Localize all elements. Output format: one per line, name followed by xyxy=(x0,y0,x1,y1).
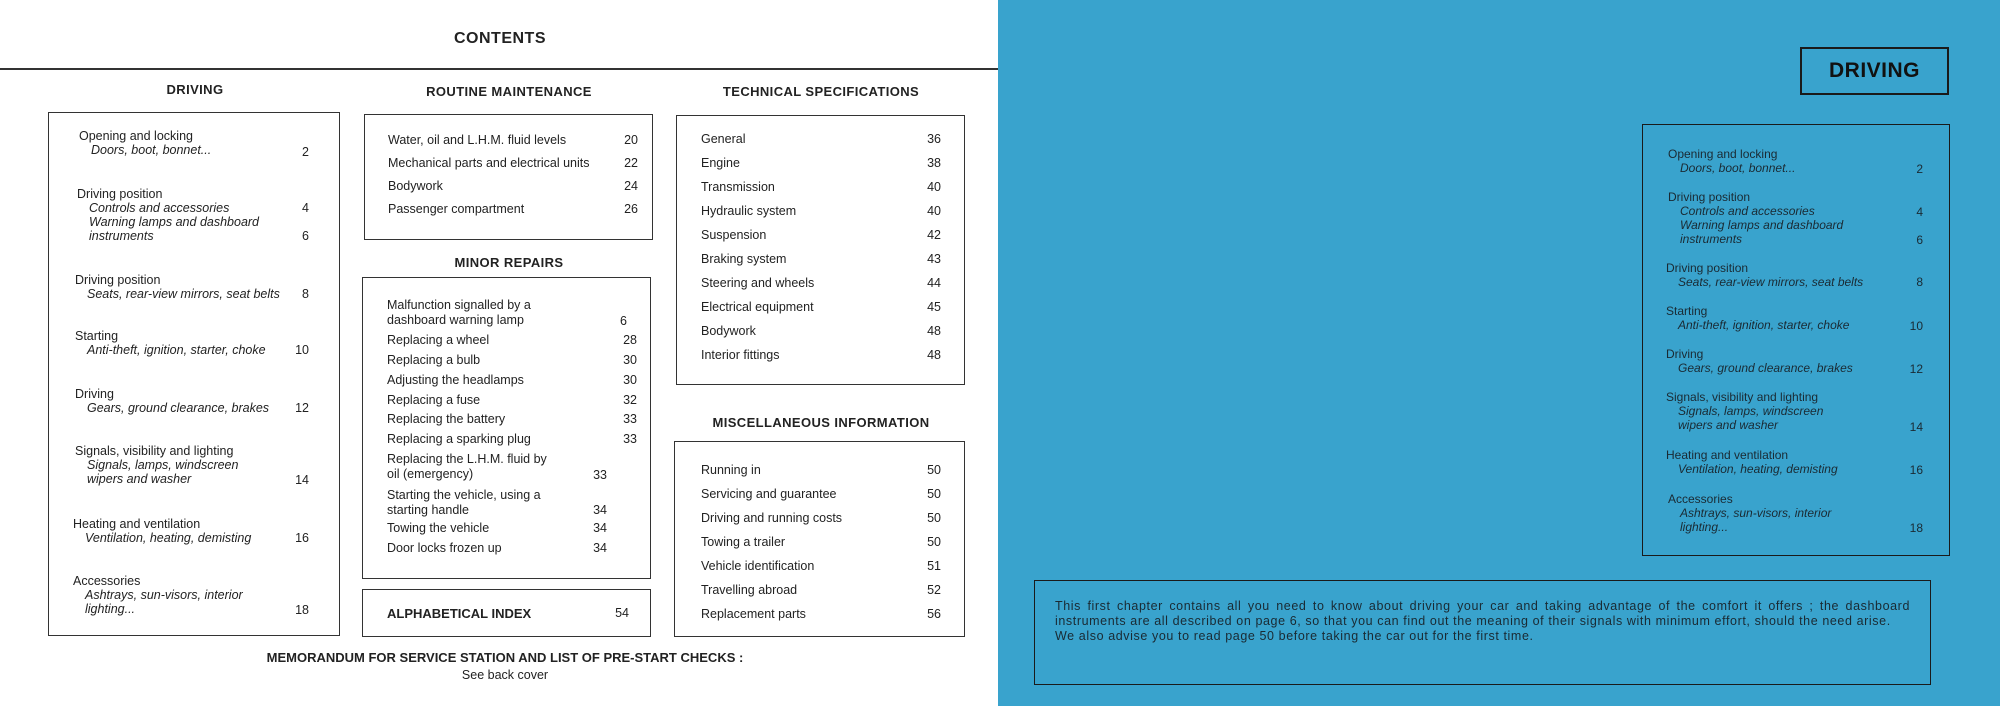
toc-row: Replacing a wheel 28 xyxy=(387,333,637,347)
contents-page xyxy=(0,0,998,706)
page-number: 18 xyxy=(1909,521,1923,535)
page-number: 54 xyxy=(615,606,629,620)
technical-specifications-box xyxy=(676,115,965,385)
page-number: 4 xyxy=(302,201,309,215)
contents-title: CONTENTS xyxy=(454,30,546,47)
page-number: 18 xyxy=(295,603,309,617)
toc-row: Towing a trailer 50 xyxy=(701,535,941,549)
toc-row: Starting the vehicle, using a starting handle xyxy=(387,488,541,517)
page-number: 6 xyxy=(620,314,627,328)
toc-row: Replacing a sparking plug 33 xyxy=(387,432,637,446)
toc-row: Passenger compartment 26 xyxy=(388,202,638,216)
toc-entry: Opening and locking Doors, boot, bonnet... xyxy=(79,129,212,157)
toc-row: Replacing the battery 33 xyxy=(387,412,637,426)
page-number: 10 xyxy=(295,343,309,357)
toc-row: Adjusting the headlamps 30 xyxy=(387,373,637,387)
toc-row: Braking system 43 xyxy=(701,252,941,266)
memorandum-heading: MEMORANDUM FOR SERVICE STATION AND LIST OF PRE-START CHECKS : xyxy=(266,650,744,665)
chapter-title: DRIVING xyxy=(1800,47,1949,95)
page-number: 12 xyxy=(1909,362,1923,376)
toc-entry: Signals, visibility and lighting Signals, lamps, windscreen wipers and washer xyxy=(1666,390,1824,432)
page-number: 8 xyxy=(1916,275,1923,289)
page-number: 14 xyxy=(1909,420,1923,434)
toc-row: Transmission 40 xyxy=(701,180,941,194)
toc-row: Interior fittings 48 xyxy=(701,348,941,362)
memorandum-subtext: See back cover xyxy=(461,668,549,682)
miscellaneous-box xyxy=(674,441,965,637)
toc-entry: Driving position Seats, rear-view mirrors, seat belts xyxy=(1666,261,1864,289)
toc-row: Mechanical parts and electrical units 22 xyxy=(388,156,638,170)
miscellaneous-heading: MISCELLANEOUS INFORMATION xyxy=(712,415,930,430)
toc-row: Driving and running costs 50 xyxy=(701,511,941,525)
page-number: 2 xyxy=(302,145,309,159)
toc-row: Suspension 42 xyxy=(701,228,941,242)
toc-row: General 36 xyxy=(701,132,941,146)
toc-row: Towing the vehicle 34 xyxy=(387,521,607,535)
page-number: 6 xyxy=(302,229,309,243)
minor-repairs-box xyxy=(362,277,651,579)
toc-row: Hydraulic system 40 xyxy=(701,204,941,218)
toc-entry: Opening and locking Doors, boot, bonnet... xyxy=(1668,147,1796,175)
toc-entry: Accessories Ashtrays, sun-visors, interior lighting... xyxy=(73,574,243,616)
toc-entry: Driving Gears, ground clearance, brakes xyxy=(1666,347,1853,375)
toc-row: Replacing a fuse 32 xyxy=(387,393,637,407)
page-number: 33 xyxy=(593,468,607,482)
intro-advice: We also advise you to read page 50 before taking the car out for the first time. xyxy=(1055,629,1534,643)
toc-row: Engine 38 xyxy=(701,156,941,170)
page-number: 16 xyxy=(1909,463,1923,477)
toc-row: Electrical equipment 45 xyxy=(701,300,941,314)
minor-repairs-heading: MINOR REPAIRS xyxy=(454,255,564,270)
intro-paragraph: This first chapter contains all you need to know about driving your car and taking advantage of the comfort it offers ; the dashboard instruments are all described on page 6, so that you can find out the meaning of their signals with minimum effort, should the need arise. xyxy=(1055,599,1910,628)
page-number: 14 xyxy=(295,473,309,487)
page-number: 16 xyxy=(295,531,309,545)
toc-row: Travelling abroad 52 xyxy=(701,583,941,597)
toc-row: Vehicle identification 51 xyxy=(701,559,941,573)
routine-maintenance-heading: ROUTINE MAINTENANCE xyxy=(426,84,592,99)
title-divider xyxy=(0,68,998,70)
toc-row: Servicing and guarantee 50 xyxy=(701,487,941,501)
page-number: 4 xyxy=(1916,205,1923,219)
toc-row: Replacement parts 56 xyxy=(701,607,941,621)
page-number: 6 xyxy=(1916,233,1923,247)
toc-entry: Driving Gears, ground clearance, brakes xyxy=(75,387,270,415)
toc-entry: Starting Anti-theft, ignition, starter, choke xyxy=(1666,304,1850,332)
toc-row: Door locks frozen up 34 xyxy=(387,541,607,555)
technical-specifications-heading: TECHNICAL SPECIFICATIONS xyxy=(722,84,920,99)
page-number: 12 xyxy=(295,401,309,415)
driving-box xyxy=(48,112,340,636)
toc-entry: Driving position Controls and accessories Warning lamps and dashboard instruments xyxy=(1668,190,1844,246)
page-number: 8 xyxy=(302,287,309,301)
driving-heading: DRIVING xyxy=(166,82,224,97)
toc-entry: Signals, visibility and lighting Signals, lamps, windscreen wipers and washer xyxy=(75,444,239,486)
toc-entry: Heating and ventilation Ventilation, heating, demisting xyxy=(1666,448,1838,476)
toc-row: Bodywork 24 xyxy=(388,179,638,193)
routine-maintenance-box xyxy=(364,114,653,240)
toc-row: Malfunction signalled by a dashboard warning lamp xyxy=(387,298,531,327)
toc-row: Water, oil and L.H.M. fluid levels 20 xyxy=(388,133,638,147)
toc-row: Bodywork 48 xyxy=(701,324,941,338)
toc-entry: Starting Anti-theft, ignition, starter, choke xyxy=(75,329,266,357)
chapter-intro-note xyxy=(1034,580,1931,685)
toc-entry: Driving position Seats, rear-view mirrors, seat belts xyxy=(75,273,280,301)
toc-entry: Driving position Controls and accessories Warning lamps and dashboard instruments xyxy=(77,187,260,243)
chapter-contents-box xyxy=(1642,124,1950,556)
alphabetical-index-label: ALPHABETICAL INDEX xyxy=(387,606,532,621)
alphabetical-index-box xyxy=(362,589,651,637)
page-number: 10 xyxy=(1909,319,1923,333)
toc-entry: Accessories Ashtrays, sun-visors, interior lighting... xyxy=(1668,492,1832,534)
toc-row: Replacing the L.H.M. fluid by oil (emergency) xyxy=(387,452,547,481)
toc-entry: Heating and ventilation Ventilation, heating, demisting xyxy=(73,517,252,545)
toc-row: Steering and wheels 44 xyxy=(701,276,941,290)
page-number: 34 xyxy=(593,503,607,517)
toc-row: Replacing a bulb 30 xyxy=(387,353,637,367)
page-number: 2 xyxy=(1916,162,1923,176)
toc-row: Running in 50 xyxy=(701,463,941,477)
